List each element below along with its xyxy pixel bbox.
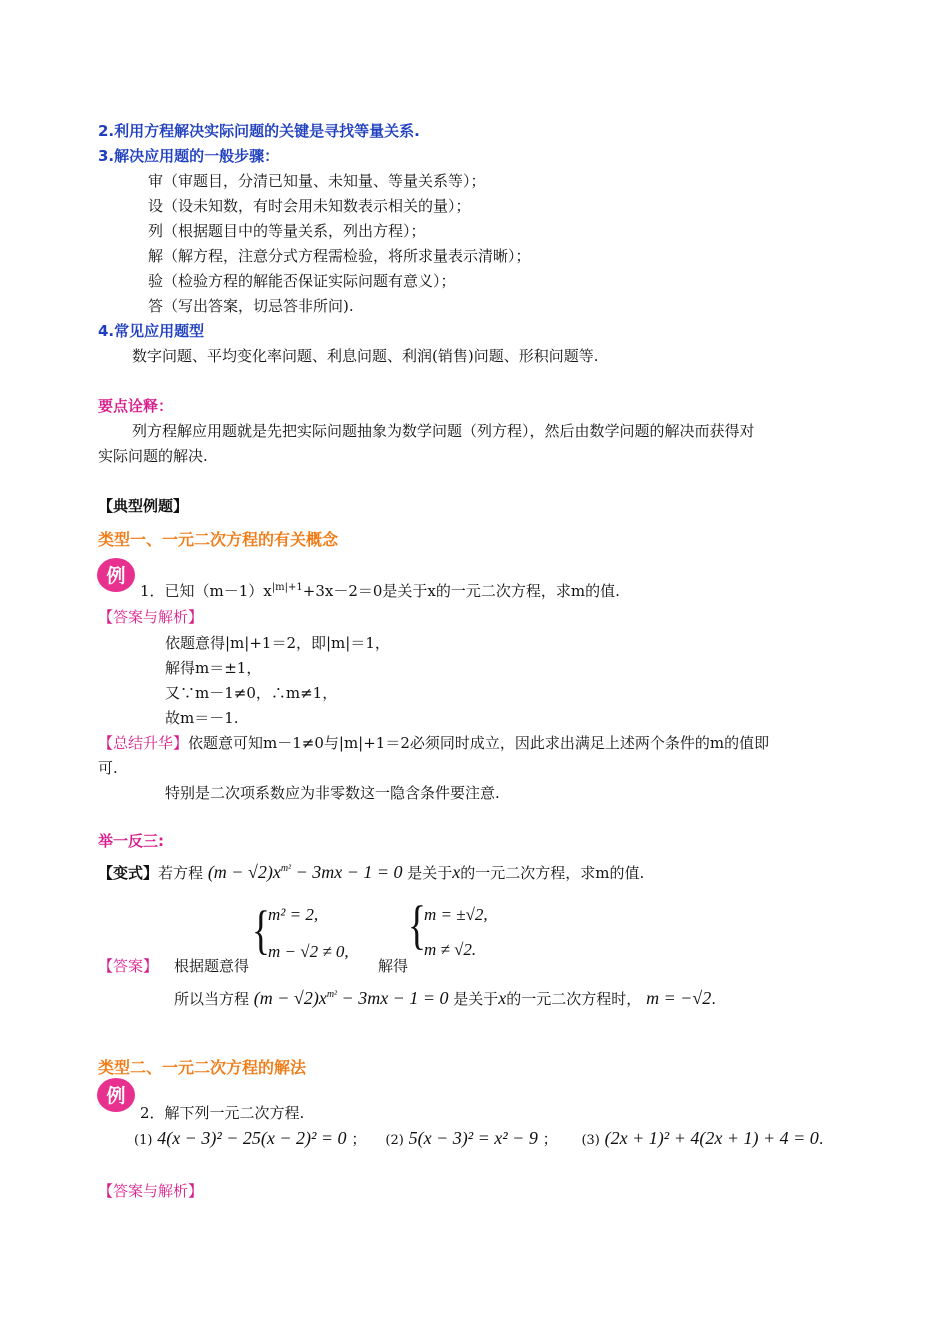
item-2: 2.利用方程解决实际问题的关键是寻找等量关系. <box>98 122 420 140</box>
system-2-line-1: m = ±√2, <box>424 905 488 924</box>
badge-label: 例 <box>106 1085 126 1107</box>
equation-3: (2x + 1)² + 4(2x + 1) + 4 = 0 <box>604 1128 819 1148</box>
left-brace-2: { <box>407 895 427 955</box>
equation-1: 4(x − 3)² − 25(x − 2)² = 0 <box>157 1128 347 1148</box>
step-4: 解（解方程，注意分式方程需检验，将所求量表示清晰）； <box>148 247 531 265</box>
type1-title: 类型一、一元二次方程的有关概念 <box>98 530 339 549</box>
item-4-title: 4.常见应用题型 <box>98 322 205 340</box>
step-2: 设（设未知数，有时会用未知数表示相关的量）； <box>148 197 471 215</box>
type2-title: 类型二、一元二次方程的解法 <box>98 1058 307 1077</box>
summary-label: 【总结升华】 <box>98 734 189 752</box>
conclusion-result: m = −√2 <box>646 988 712 1008</box>
answer-label-1: 【答案与解析】 <box>98 608 204 626</box>
badge-label: 例 <box>106 565 126 587</box>
example-badge-icon <box>96 1075 140 1115</box>
item-4-body: 数字问题、平均变化率问题、利息问题、利润(销售)问题、形积问题等. <box>132 347 599 365</box>
solve-text: 解得 <box>378 957 409 975</box>
summary-note: 特别是二次项系数应为非零数这一隐含条件要注意. <box>165 784 500 802</box>
step-3: 列（根据题目中的等量关系，列出方程）； <box>148 222 426 240</box>
summary-text: 依题意可知m－1≠0与|m|+1＝2必须同时成立，因此求出满足上述两个条件的m的值即 <box>188 734 770 752</box>
conclusion: 所以当方程 $(m - √2)x^{m^2} - 3mx - 1 = 0$ 是关于x的一元二次方程时， m = −√2. <box>174 988 717 1008</box>
step-1: 审（审题目，分清已知量、未知量、等量关系等）； <box>148 172 486 190</box>
solution-line-2: 解得m＝±1， <box>165 659 262 677</box>
solution-line-1: 依题意得|m|+1＝2，即|m|＝1， <box>165 634 390 652</box>
solution-line-4: 故m＝－1. <box>165 709 239 727</box>
system-1-line-1: m² = 2, <box>268 905 319 924</box>
solution-line-3: 又∵m－1≠0，∴m≠1， <box>165 684 338 702</box>
system-2-line-2: m ≠ √2. <box>424 940 477 959</box>
equation-2: 5(x − 3)² = x² − 9 <box>408 1128 538 1148</box>
example-2-question: 2．解下列一元二次方程. <box>140 1104 305 1122</box>
key-points-line-1: 列方程解应用题就是先把实际问题抽象为数学问题（列方程），然后由数学问题的解决而获得对 <box>132 422 755 440</box>
answer-label-3: 【答案与解析】 <box>98 1182 204 1200</box>
answer-label-2: 【答案】 <box>98 957 159 975</box>
system-1-line-2: m − √2 ≠ 0, <box>268 942 349 961</box>
example-1-question: 1．已知$(m-1)x^{|m|+1}+3x-2=0$是关于x的一元二次方程，求m的值. <box>140 582 620 600</box>
left-brace-1: { <box>251 900 271 960</box>
summary-cont: 可. <box>98 759 118 777</box>
conclusion-equation: $(m - √2)x^{m^2} - 3mx - 1 = 0$ <box>253 988 449 1008</box>
equations-row: (1) 4(x − 3)² − 25(x − 2)² = 0 ； (2) 5(x − 3)² = x² − 9 ； (3) (2x + 1)² + 4(2x + 1) + 4 = 0. <box>134 1128 824 1148</box>
key-points-title: 要点诠释： <box>98 397 174 415</box>
item-3-title: 3.解决应用题的一般步骤： <box>98 147 280 165</box>
step-6: 答（写出答案，切忌答非所问). <box>148 297 354 315</box>
variant-question: 【变式】若方程 $(m - √2)x^{m^2} - 3mx - 1 = 0$ 是关于x的一元二次方程，求m的值. <box>98 862 645 882</box>
step-5: 验（检验方程的解能否保证实际问题有意义）； <box>148 272 456 290</box>
key-points-line-2: 实际问题的解决. <box>98 447 208 465</box>
examples-header: 【典型例题】 <box>98 497 189 515</box>
example-badge-icon <box>96 555 140 595</box>
variant-equation: $(m - √2)x^{m^2} - 3mx - 1 = 0$ <box>207 862 403 882</box>
practice-title: 举一反三: <box>98 832 164 850</box>
answer-text: 根据题意得 <box>174 957 250 975</box>
summary <box>98 732 769 753</box>
